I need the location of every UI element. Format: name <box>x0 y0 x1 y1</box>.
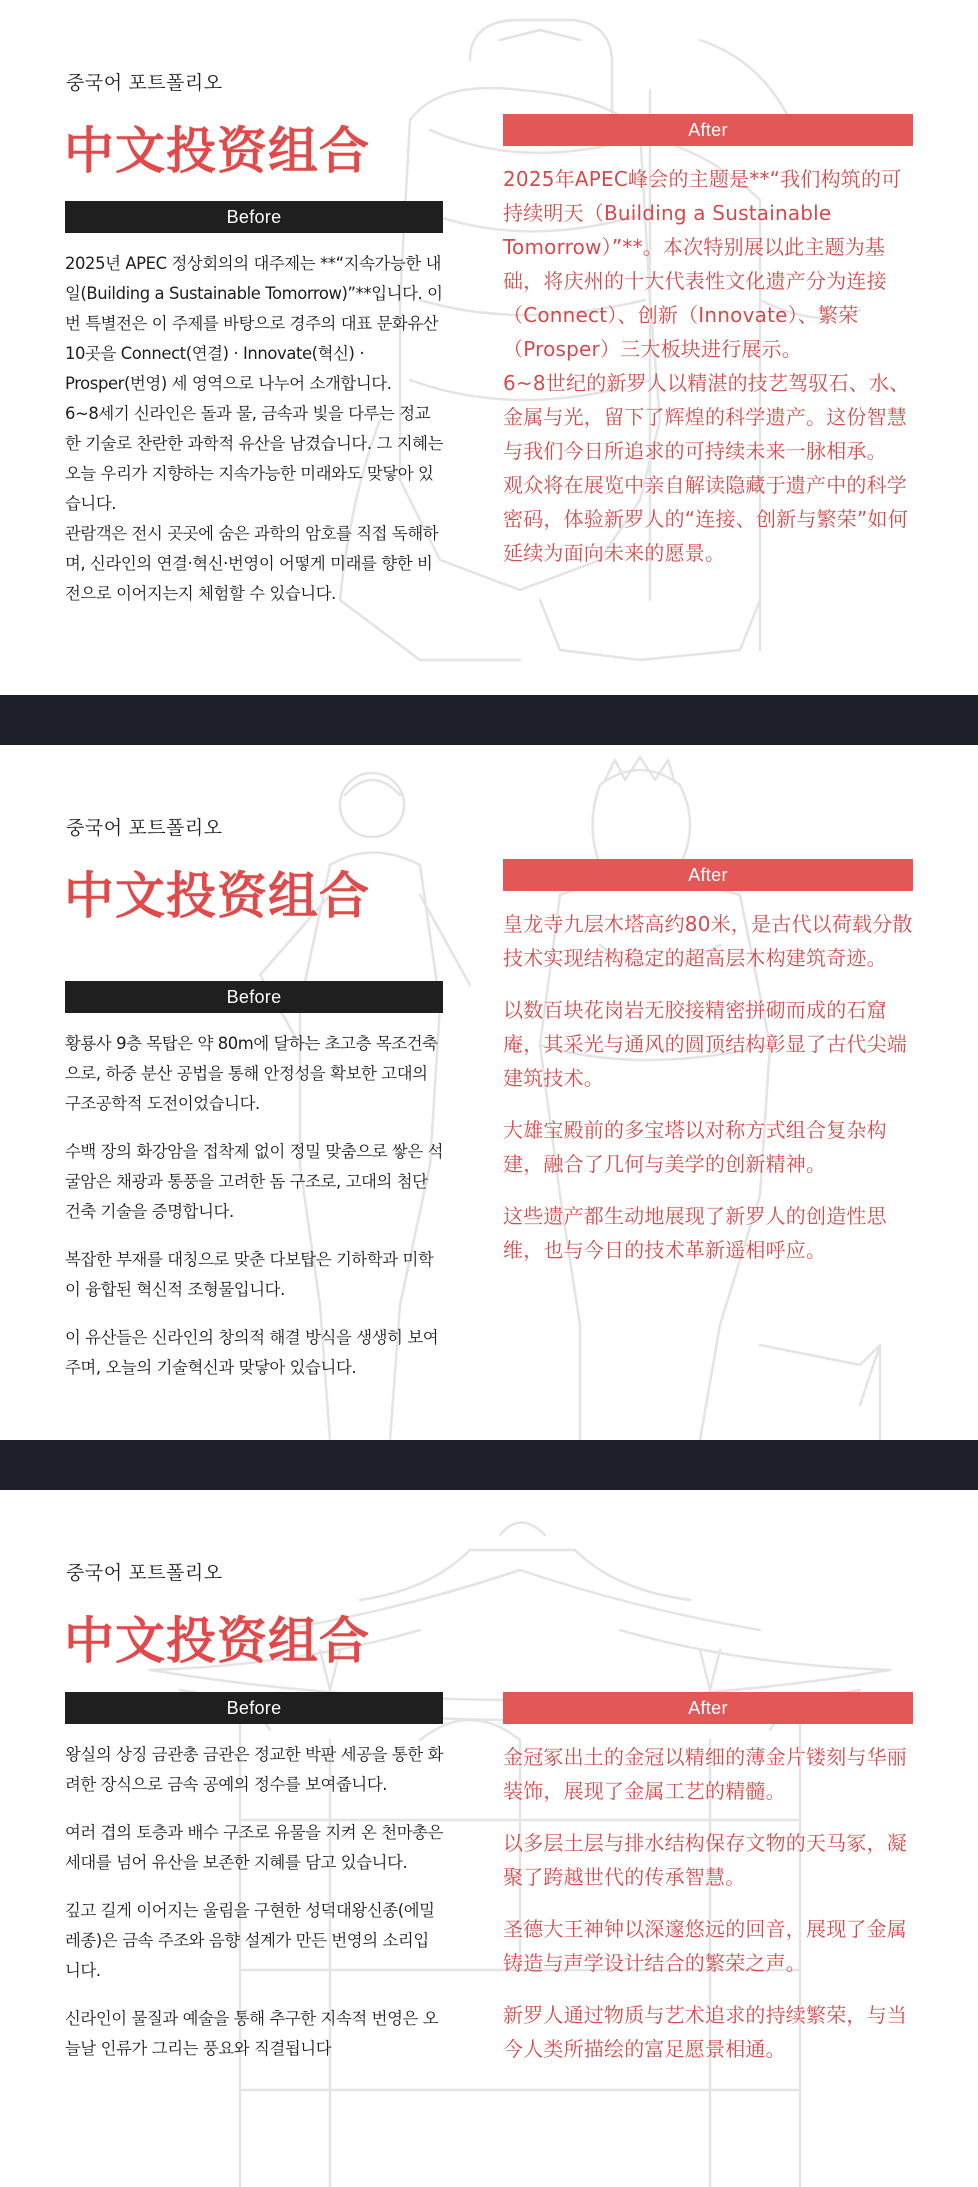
after-paragraph: 金冠冢出土的金冠以精细的薄金片镂刻与华丽装饰，展现了金属工艺的精髓。 <box>503 1745 907 1803</box>
after-paragraph: 以数百块花岗岩无胶接精密拼砌而成的石窟庵，其采光与通风的圆顶结构彰显了古代尖端建筑技术。 <box>503 998 907 1090</box>
portfolio-panel-3 <box>0 1490 978 2187</box>
section-divider <box>0 1440 978 1490</box>
portfolio-subtitle: 중국어 포트폴리오 <box>66 1563 223 1584</box>
portfolio-subtitle: 중국어 포트폴리오 <box>66 818 223 839</box>
after-label: After <box>503 859 913 891</box>
portfolio-title: 中文投资组合 <box>64 867 370 925</box>
before-paragraph: 관람객은 전시 곳곳에 숨은 과학의 암호를 직접 독해하며, 신라인의 연결·혁신·번영이 어떻게 미래를 향한 비전으로 이어지는지 체험할 수 있습니다. <box>65 524 439 603</box>
before-paragraph: 복잡한 부재를 대칭으로 맞춘 다보탑은 기하학과 미학이 융합된 혁신적 조형물입니다. <box>65 1250 434 1299</box>
before-label: Before <box>65 1692 443 1724</box>
after-paragraph: 这些遗产都生动地展现了新罗人的创造性思维，也与今日的技术革新遥相呼应。 <box>503 1204 887 1262</box>
before-paragraph: 깊고 길게 이어지는 울림을 구현한 성덕대왕신종(에밀레종)은 금속 주조와 음향 설계가 만든 번영의 소리입니다. <box>65 1901 435 1980</box>
portfolio-subtitle: 중국어 포트폴리오 <box>66 73 223 94</box>
portfolio-panel-1 <box>0 0 978 695</box>
after-paragraph: 观众将在展览中亲自解读隐藏于遗产中的科学密码，体验新罗人的“连接、创新与繁荣”如何延续为面向未来的愿景。 <box>503 473 908 565</box>
after-chinese-text <box>503 907 913 1267</box>
before-paragraph: 이 유산들은 신라인의 창의적 해결 방식을 생생히 보여 주며, 오늘의 기술혁신과 맞닿아 있습니다. <box>65 1328 439 1377</box>
after-paragraph: 皇龙寺九层木塔高约80米，是古代以荷载分散技术实现结构稳定的超高层木构建筑奇迹。 <box>503 912 913 970</box>
section-divider <box>0 695 978 745</box>
before-paragraph: 황룡사 9층 목탑은 약 80m에 달하는 초고층 목조건축으로, 하중 분산 공법을 통해 안정성을 확보한 고대의 구조공학적 도전이었습니다. <box>65 1034 438 1113</box>
after-paragraph: 6~8世纪的新罗人以精湛的技艺驾驭石、水、金属与光，留下了辉煌的科学遗产。这份智慧与我们今日所追求的可持续未来一脉相承。 <box>503 371 910 463</box>
after-paragraph: 以多层土层与排水结构保存文物的天马冢，凝聚了跨越世代的传承智慧。 <box>503 1831 907 1889</box>
after-paragraph: 新罗人通过物质与艺术追求的持续繁荣，与当今人类所描绘的富足愿景相通。 <box>503 2003 907 2061</box>
after-label: After <box>503 1692 913 1724</box>
before-paragraph: 신라인이 물질과 예술을 통해 추구한 지속적 번영은 오늘날 인류가 그리는 풍요와 직결됩니다 <box>65 2009 439 2058</box>
portfolio-title: 中文投资组合 <box>64 1612 370 1670</box>
before-korean-text <box>65 1740 443 2064</box>
before-label: Before <box>65 981 443 1013</box>
after-label: After <box>503 114 913 146</box>
after-paragraph: 圣德大王神钟以深邃悠远的回音，展现了金属铸造与声学设计结合的繁荣之声。 <box>503 1917 907 1975</box>
before-paragraph: 6~8세기 신라인은 돌과 물, 금속과 빛을 다루는 정교한 기술로 찬란한 과학적 유산을 남겼습니다. 그 지혜는 오늘 우리가 지향하는 지속가능한 미래와도 맞닿아 있습니다. <box>65 404 444 513</box>
before-label: Before <box>65 201 443 233</box>
before-korean-text <box>65 1029 443 1383</box>
before-korean-text <box>65 249 443 609</box>
portfolio-panel-2 <box>0 745 978 1440</box>
after-paragraph: 大雄宝殿前的多宝塔以对称方式组合复杂构建，融合了几何与美学的创新精神。 <box>503 1118 887 1176</box>
before-paragraph: 여러 겹의 토층과 배수 구조로 유물을 지켜 온 천마총은 세대를 넘어 유산을 보존한 지혜를 담고 있습니다. <box>65 1823 444 1872</box>
before-paragraph: 왕실의 상징 금관총 금관은 정교한 박판 세공을 통한 화려한 장식으로 금속 공예의 정수를 보여줍니다. <box>65 1745 444 1794</box>
after-chinese-text <box>503 162 913 570</box>
after-chinese-text <box>503 1740 913 2066</box>
before-paragraph: 2025년 APEC 정상회의의 대주제는 **“지속가능한 내일(Building a Sustainable Tomorrow)”**입니다. 이번 특별전은 이 주제를 바탕으로 경주의 대표 문화유산 10곳을 Connect(연결) · Innovate(혁신) · Prosper(번영) 세 영역으로 나누어 소개합니다. <box>65 254 443 393</box>
before-paragraph: 수백 장의 화강암을 접착제 없이 정밀 맞춤으로 쌓은 석굴암은 채광과 통풍을 고려한 돔 구조로, 고대의 첨단 건축 기술을 증명합니다. <box>65 1142 444 1221</box>
portfolio-title: 中文投资组合 <box>64 122 370 180</box>
after-paragraph: 2025年APEC峰会的主题是**“我们构筑的可持续明天（Building a Sustainable Tomorrow）”**。本次特别展以此主题为基础，将庆州的十大代表性文化遗产分为连接（Connect）、创新（Innovate）、繁荣（Prosper）三大板块进行展示。 <box>503 167 902 361</box>
